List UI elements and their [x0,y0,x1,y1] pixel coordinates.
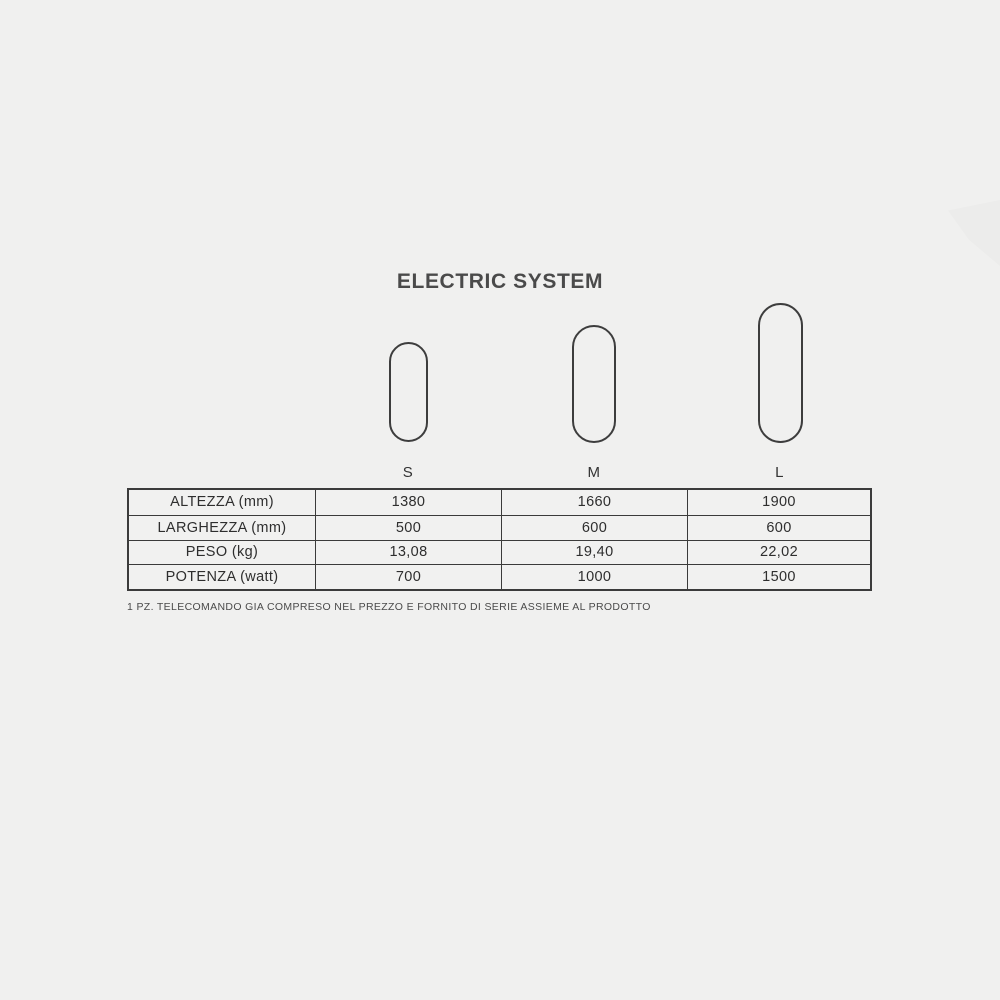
page-title: ELECTRIC SYSTEM [396,270,604,293]
value-cell-s: 13,08 [315,541,501,565]
value-cell-s: 700 [315,565,501,589]
table-row-potenza [129,564,870,589]
row-label: ALTEZZA (mm) [170,494,274,511]
value-cell-m: 1000 [501,565,687,589]
capsule-size-l-drawing [758,303,803,443]
value-cell-l: 1900 [687,490,870,515]
value-cell-s: 1380 [315,490,501,515]
spec-table [127,488,872,591]
value-cell-l: 600 [687,516,870,540]
background-highlight [948,200,1000,266]
value-cell-m: 19,40 [501,541,687,565]
size-label-m: M [587,464,601,481]
size-label-s: S [402,464,414,481]
footnote: 1 PZ. TELECOMANDO GIA COMPRESO NEL PREZZO E FORNITO DI SERIE ASSIEME AL PRODOTTO [127,601,651,613]
value-cell-l: 22,02 [687,541,870,565]
row-label: POTENZA (watt) [165,569,279,586]
capsule-size-m-drawing [572,325,616,443]
value-cell-s: 500 [315,516,501,540]
value-cell-l: 1500 [687,565,870,589]
table-row-altezza [129,490,870,515]
capsule-size-s-drawing [389,342,428,442]
row-label: LARGHEZZA (mm) [157,519,287,536]
table-row-larghezza [129,515,870,540]
size-label-l: L [775,464,784,481]
value-cell-m: 1660 [501,490,687,515]
value-cell-m: 600 [501,516,687,540]
row-label: PESO (kg) [185,544,259,561]
table-row-peso [129,540,870,565]
